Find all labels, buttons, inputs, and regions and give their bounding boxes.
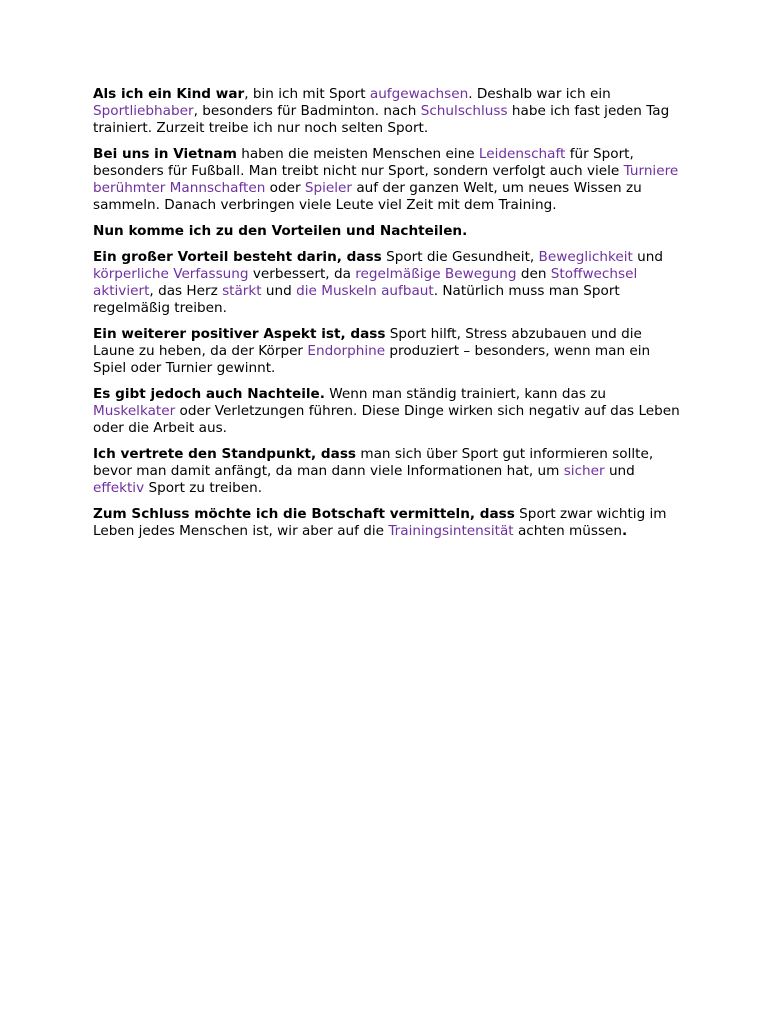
paragraph-disadvantages	[93, 386, 683, 437]
body-text: für Sport, besonders für Fußball. Man treibt nicht nur Sport, sondern verfolgt auch viele	[93, 146, 634, 179]
document-page	[93, 86, 683, 549]
highlighted-vocabulary: Leidenschaft	[478, 146, 566, 162]
bold-phrase: Ein weiterer positiver Aspekt ist, dass	[93, 326, 386, 342]
paragraph-childhood	[93, 86, 683, 137]
body-text: Sport die Gesundheit,	[381, 249, 539, 265]
highlighted-vocabulary: stärkt	[222, 283, 262, 299]
body-text: habe ich fast jeden Tag trainiert. Zurzeit treibe ich nur noch selten Sport.	[93, 103, 670, 136]
highlighted-vocabulary: Muskelkater	[93, 403, 176, 419]
body-text: und	[632, 249, 664, 265]
body-text: haben die meisten Menschen eine	[236, 146, 479, 162]
highlighted-vocabulary: die Muskeln aufbaut	[296, 283, 434, 299]
paragraph-advantage-health	[93, 249, 683, 317]
body-text: und	[604, 463, 635, 479]
body-text: Wenn man ständig trainiert, kann das zu	[324, 386, 606, 402]
highlighted-vocabulary: Schulschluss	[420, 103, 508, 119]
bold-phrase: Es gibt jedoch auch Nachteile.	[93, 386, 325, 402]
body-text: , bin ich mit Sport	[244, 86, 370, 102]
highlighted-vocabulary: regelmäßige Bewegung	[355, 266, 517, 282]
body-text: . Natürlich muss man Sport regelmäßig treiben.	[93, 283, 620, 316]
highlighted-vocabulary: Beweglichkeit	[538, 249, 633, 265]
paragraph-transition	[93, 223, 683, 240]
highlighted-vocabulary: Trainingsintensität	[388, 523, 514, 539]
body-text: Sport zu treiben.	[144, 480, 263, 496]
highlighted-vocabulary: Stoffwechsel aktiviert	[93, 266, 638, 299]
bold-phrase: .	[622, 523, 628, 539]
highlighted-vocabulary: effektiv	[93, 480, 145, 496]
body-text: den	[516, 266, 551, 282]
highlighted-vocabulary: Turniere berühmter Mannschaften	[93, 163, 679, 196]
body-text: Sport hilft, Stress abzubauen und die Laune zu heben, da der Körper	[93, 326, 642, 359]
body-text: produziert – besonders, wenn man ein Spiel oder Turnier gewinnt.	[93, 343, 651, 376]
paragraph-advantage-stress	[93, 326, 683, 377]
paragraph-conclusion	[93, 506, 683, 540]
body-text: oder Verletzungen führen. Diese Dinge wirken sich negativ auf das Leben oder die Arbeit aus.	[93, 403, 680, 436]
body-text: man sich über Sport gut informieren sollte, bevor man damit anfängt, da man dann viele Informationen hat, um	[93, 446, 654, 479]
body-text: achten müssen	[513, 523, 623, 539]
highlighted-vocabulary: Endorphine	[307, 343, 386, 359]
body-text: oder	[265, 180, 305, 196]
bold-phrase: Ich vertrete den Standpunkt, dass	[93, 446, 357, 462]
body-text: . Deshalb war ich ein	[468, 86, 611, 102]
paragraph-standpoint	[93, 446, 683, 497]
body-text: verbessert, da	[248, 266, 356, 282]
highlighted-vocabulary: sicher	[563, 463, 605, 479]
body-text: , besonders für Badminton. nach	[193, 103, 421, 119]
body-text: und	[261, 283, 297, 299]
bold-phrase: Nun komme ich zu den Vorteilen und Nachteilen.	[93, 223, 468, 239]
highlighted-vocabulary: körperliche Verfassung	[93, 266, 249, 282]
body-text: Sport zwar wichtig im Leben jedes Menschen ist, wir aber auf die	[93, 506, 667, 539]
highlighted-vocabulary: Sportliebhaber	[93, 103, 194, 119]
body-text: auf der ganzen Welt, um neues Wissen zu sammeln. Danach verbringen viele Leute viel Zeit mit dem Training.	[93, 180, 642, 213]
highlighted-vocabulary: aufgewachsen	[369, 86, 469, 102]
paragraph-vietnam	[93, 146, 683, 214]
bold-phrase: Als ich ein Kind war	[93, 86, 245, 102]
bold-phrase: Zum Schluss möchte ich die Botschaft vermitteln, dass	[93, 506, 515, 522]
bold-phrase: Bei uns in Vietnam	[93, 146, 237, 162]
body-text: , das Herz	[149, 283, 223, 299]
bold-phrase: Ein großer Vorteil besteht darin, dass	[93, 249, 382, 265]
highlighted-vocabulary: Spieler	[304, 180, 352, 196]
